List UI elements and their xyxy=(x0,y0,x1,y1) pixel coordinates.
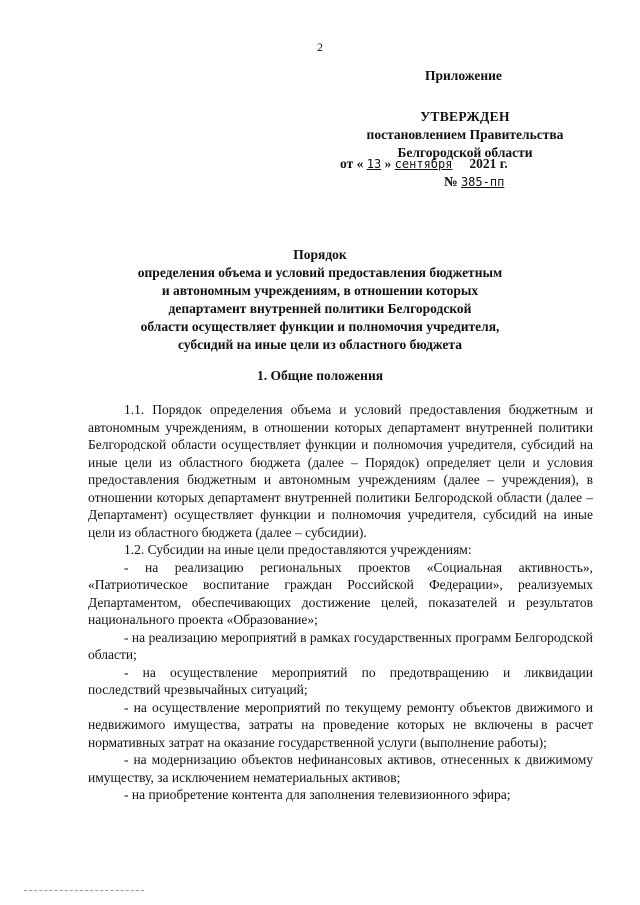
paragraph: - на реализацию мероприятий в рамках государственных программ Белгородской области; xyxy=(88,629,593,662)
title-line: области осуществляет функции и полномочия учредителя, xyxy=(140,319,500,334)
number-prefix: № xyxy=(444,174,458,189)
page-number: 2 xyxy=(317,40,323,54)
paragraph: - на осуществление мероприятий по текущему ремонту объектов движимого и недвижимого имущества, затраты на проведение которых не включены в расчет нормативных затрат на оказание государственной услуги (выполнение работы); xyxy=(88,699,593,750)
footer-divider xyxy=(24,890,144,891)
title-line: субсидий на иные цели из областного бюджета xyxy=(178,337,462,352)
title-line: определения объема и условий предоставления бюджетным xyxy=(137,265,503,280)
document-title xyxy=(90,246,550,354)
approval-date xyxy=(340,156,508,172)
paragraph: - на реализацию региональных проектов «Социальная активность», «Патриотическое воспитание граждан Российской Федерации», реализуемых Департаментом, обеспечивающих достижение целей, показателей и результатов национального проекта «Образование»; xyxy=(88,559,593,627)
approval-title: УТВЕРЖДЕН xyxy=(420,109,510,124)
section-heading: 1. Общие положения xyxy=(256,368,384,383)
title-line: департамент внутренней политики Белгородской xyxy=(168,301,472,316)
paragraph: - на осуществление мероприятий по предотвращению и ликвидации последствий чрезвычайных ситуаций; xyxy=(88,664,593,697)
body-text xyxy=(88,401,593,804)
date-day: 13 xyxy=(366,157,382,171)
approval-block xyxy=(355,108,575,162)
title-line: и автономным учреждениям, в отношении которых xyxy=(161,283,479,298)
title-line: Порядок xyxy=(293,247,347,262)
appendix-label: Приложение xyxy=(425,68,502,83)
approval-line-2: Белгородской области xyxy=(397,145,533,160)
paragraph: 1.1. Порядок определения объема и условий предоставления бюджетным и автономным учреждениям, в отношении которых департамент внутренней политики Белгородской области осуществляет функции и полномочия учредителя, субсидий на иные цели из областного бюджета (далее – Порядок) определяет цели и условия предоставления бюджетным и автономным учреждениям (далее – учреждения), в отношении которых департамент внутренней политики Белгородской области (далее – Департамент) осуществляет функции и полномочия учредителя, субсидий на иные цели из областного бюджета (далее – субсидии). xyxy=(88,402,593,540)
paragraph: - на модернизацию объектов нефинансовых активов, отнесенных к движимому имуществу, за исключением нематериальных активов; xyxy=(88,752,593,785)
approval-line-1: постановлением Правительства xyxy=(366,127,564,142)
date-prefix: от « xyxy=(340,156,364,171)
paragraph: 1.2. Субсидии на иные цели предоставляются учреждениям: xyxy=(124,542,472,557)
approval-number xyxy=(444,174,504,190)
date-month: сентября xyxy=(394,157,453,171)
date-mid: » xyxy=(384,156,392,171)
number-value: 385-пп xyxy=(460,175,505,189)
date-year: 2021 г. xyxy=(469,156,508,171)
paragraph: - на приобретение контента для заполнения телевизионного эфира; xyxy=(124,787,511,802)
